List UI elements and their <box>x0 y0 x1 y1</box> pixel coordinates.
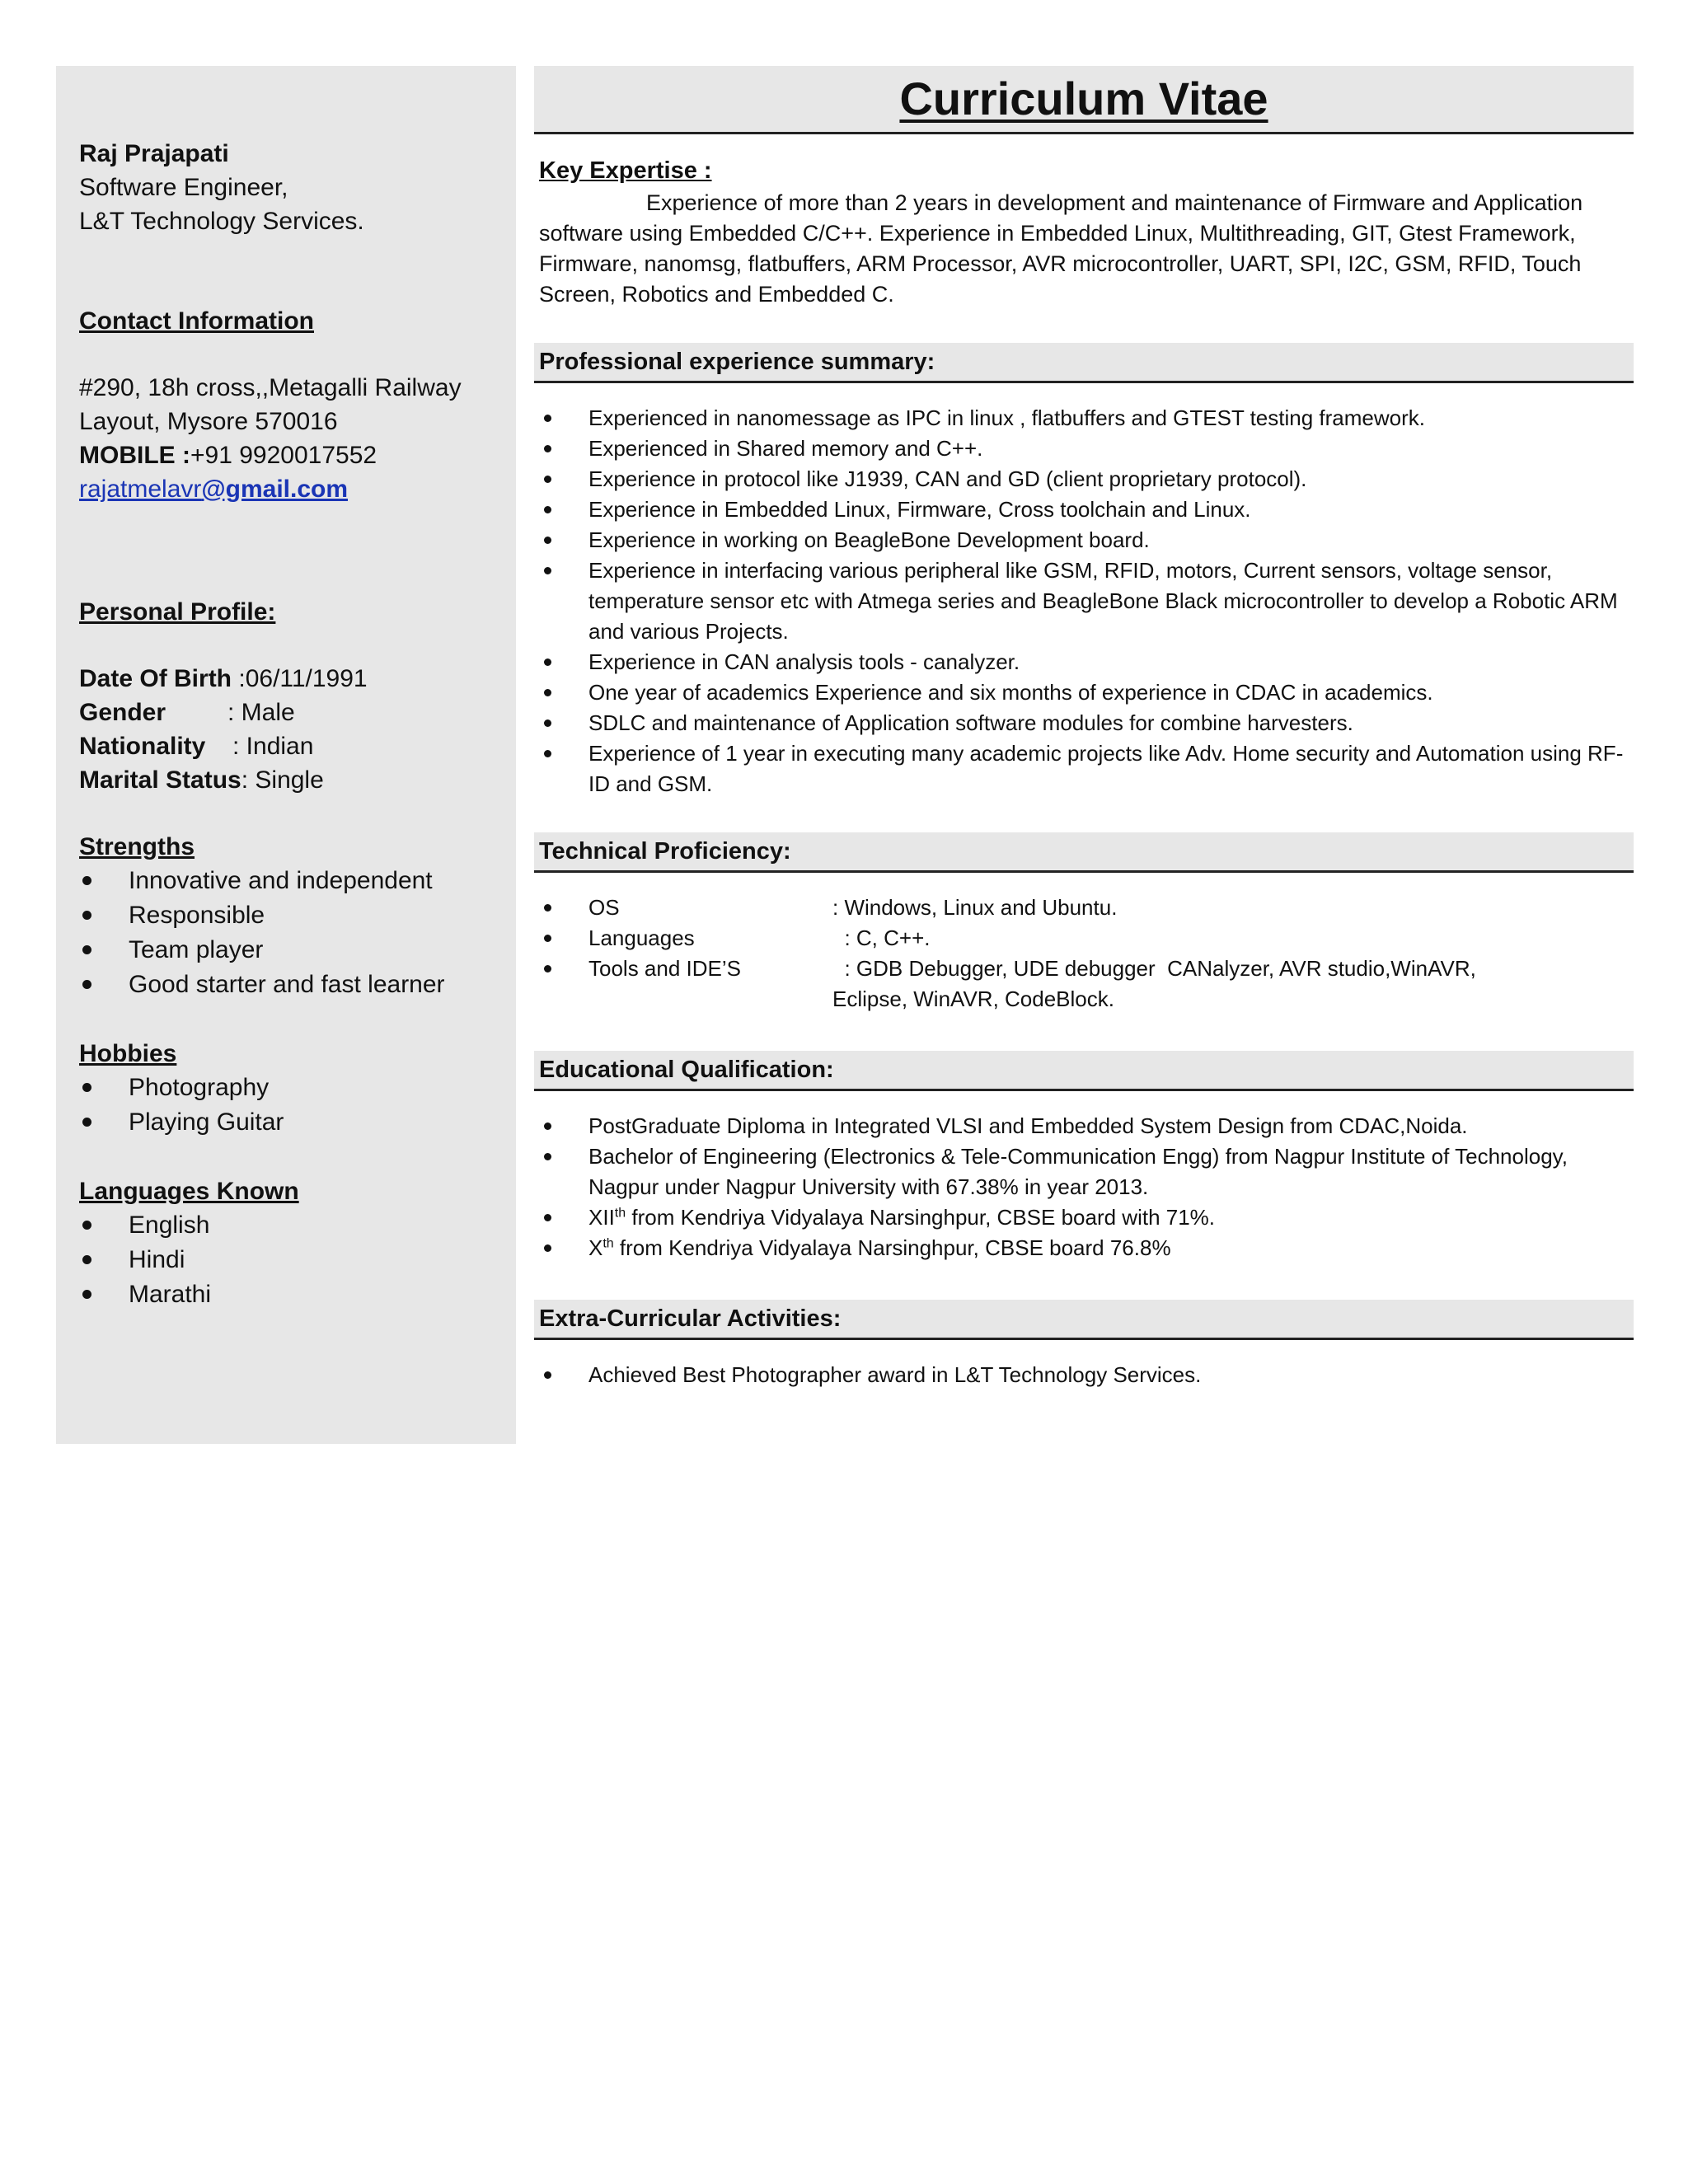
nationality-value: : Indian <box>232 733 314 760</box>
page-title: Curriculum Vitae <box>899 73 1268 124</box>
list-item: OS : Windows, Linux and Ubuntu. <box>534 893 1634 923</box>
key-expertise-heading: Key Expertise : <box>539 157 712 184</box>
strengths-list <box>79 864 508 1002</box>
languages-list <box>79 1208 508 1312</box>
bullet-icon <box>544 1214 551 1221</box>
nationality-label: Nationality <box>79 733 206 760</box>
list-item: XIIth from Kendriya Vidyalaya Narsinghpur, CBSE board with 71%. <box>534 1202 1634 1233</box>
extra-section <box>534 1300 1634 1390</box>
bullet-icon <box>544 1122 551 1130</box>
contact-heading: Contact Information <box>79 307 314 335</box>
dob-value: :06/11/1991 <box>238 665 368 692</box>
gender-value: : Male <box>227 699 295 726</box>
list-item: Achieved Best Photographer award in L&T Technology Services. <box>534 1360 1634 1390</box>
bullet-icon <box>544 1371 551 1379</box>
list-item: Experience in protocol like J1939, CAN and GD (client proprietary protocol). <box>534 464 1634 494</box>
bullet-icon <box>82 1118 91 1127</box>
list-item: Marathi <box>79 1277 508 1312</box>
marital-label: Marital Status <box>79 766 241 794</box>
bullet-icon <box>544 537 551 544</box>
list-item: SDLC and maintenance of Application software modules for combine harvesters. <box>534 708 1634 738</box>
person-name: Raj Prajapati <box>79 140 229 167</box>
bullet-icon <box>544 658 551 666</box>
bullet-icon <box>544 904 551 912</box>
bullet-icon <box>82 911 91 920</box>
bullet-icon <box>544 1244 551 1252</box>
hobbies-list <box>79 1071 508 1140</box>
list-item: Good starter and fast learner <box>79 968 508 1002</box>
main-content <box>534 66 1634 1390</box>
bullet-icon <box>544 1153 551 1160</box>
bullet-icon <box>82 1221 91 1230</box>
bullet-icon <box>82 1255 91 1264</box>
list-item: Innovative and independent <box>79 864 508 898</box>
bullet-icon <box>82 980 91 989</box>
list-item: Experience in interfacing various peripheral like GSM, RFID, motors, Current sensors, voltage sensor, temperature sensor etc with Atmega series and BeagleBone Black microcontroller to develop a Robotic ARM and various Projects. <box>534 555 1634 647</box>
bullet-icon <box>544 689 551 696</box>
profile-details <box>79 662 508 797</box>
bullet-icon <box>544 935 551 942</box>
languages-heading: Languages Known <box>79 1178 299 1205</box>
address-line-1: #290, 18h cross,,Metagalli Railway <box>79 374 462 401</box>
gender-row <box>79 696 508 729</box>
email-domain[interactable]: @gmail.com <box>201 476 349 503</box>
marital-row <box>79 763 508 797</box>
list-item: Bachelor of Engineering (Electronics & Tele-Communication Engg) from Nagpur Institute of Technology, Nagpur under Nagpur University with 67.38% in year 2013. <box>534 1141 1634 1202</box>
bullet-icon <box>544 445 551 452</box>
sidebar <box>56 66 516 1444</box>
person-role: Software Engineer, <box>79 174 288 201</box>
key-expertise-text: Experience of more than 2 years in development and maintenance of Firmware and Application software using Embedded C/C++. Experience in Embedded Linux, Multithreading, GIT, Gtest Framework, Firmware, nanomsg, flatbuffers, ARM Processor, AVR microcontroller, UART, SPI, I2C, GSM, RFID, Touch Screen, Robotics and Embedded C. <box>539 190 1583 307</box>
professional-list <box>534 403 1634 799</box>
bullet-icon <box>82 876 91 885</box>
extra-heading: Extra-Curricular Activities: <box>534 1300 1634 1340</box>
list-item: Photography <box>79 1071 508 1105</box>
technical-list <box>534 893 1634 1015</box>
nationality-row <box>79 729 508 763</box>
list-item: Experience in working on BeagleBone Development board. <box>534 525 1634 555</box>
list-item: Xth from Kendriya Vidyalaya Narsinghpur, CBSE board 76.8% <box>534 1233 1634 1263</box>
professional-heading: Professional experience summary: <box>534 343 1634 383</box>
person-company: L&T Technology Services. <box>79 208 364 235</box>
mobile-label: MOBILE : <box>79 442 190 469</box>
bullet-icon <box>82 1083 91 1092</box>
sidebar-content <box>79 137 508 1312</box>
list-item: Responsible <box>79 898 508 933</box>
list-item: Tools and IDE’S : GDB Debugger, UDE debugger CANalyzer, AVR studio,WinAVR, Eclipse, WinAVR, CodeBlock. <box>534 954 1634 1015</box>
list-item: Experience in CAN analysis tools - canalyzer. <box>534 647 1634 677</box>
key-expertise-section <box>534 156 1634 310</box>
bullet-icon <box>544 476 551 483</box>
bullet-icon <box>544 506 551 513</box>
list-item: Experienced in Shared memory and C++. <box>534 434 1634 464</box>
address-line-2: Layout, Mysore 570016 <box>79 408 338 435</box>
list-item: Experienced in nanomessage as IPC in linux , flatbuffers and GTEST testing framework. <box>534 403 1634 434</box>
dob-label: Date Of Birth <box>79 665 232 692</box>
hobbies-heading: Hobbies <box>79 1040 177 1067</box>
list-item: PostGraduate Diploma in Integrated VLSI and Embedded System Design from CDAC,Noida. <box>534 1111 1634 1141</box>
bullet-icon <box>544 965 551 972</box>
education-heading: Educational Qualification: <box>534 1051 1634 1091</box>
mobile-line <box>79 438 508 472</box>
list-item: Languages : C, C++. <box>534 923 1634 954</box>
list-item: Experience of 1 year in executing many academic projects like Adv. Home security and Automation using RF-ID and GSM. <box>534 738 1634 799</box>
technical-heading: Technical Proficiency: <box>534 832 1634 873</box>
bullet-icon <box>544 750 551 757</box>
email-user[interactable]: rajatmelavr <box>79 476 202 503</box>
mobile-value: +91 9920017552 <box>190 442 377 469</box>
bullet-icon <box>82 945 91 954</box>
list-item: Experience in Embedded Linux, Firmware, Cross toolchain and Linux. <box>534 494 1634 525</box>
marital-value: : Single <box>241 766 324 794</box>
education-section <box>534 1051 1634 1263</box>
bullet-icon <box>544 415 551 422</box>
strengths-heading: Strengths <box>79 833 195 860</box>
gender-label: Gender <box>79 699 166 726</box>
professional-section <box>534 343 1634 799</box>
list-item: Team player <box>79 933 508 968</box>
list-item: Playing Guitar <box>79 1105 508 1140</box>
bullet-icon <box>544 567 551 574</box>
personal-profile-heading: Personal Profile: <box>79 598 276 626</box>
extra-list <box>534 1360 1634 1390</box>
dob-row <box>79 662 508 696</box>
email-link[interactable] <box>79 472 508 506</box>
bullet-icon <box>82 1290 91 1299</box>
bullet-icon <box>544 719 551 727</box>
list-item: Hindi <box>79 1243 508 1277</box>
list-item: One year of academics Experience and six months of experience in CDAC in academics. <box>534 677 1634 708</box>
list-item: English <box>79 1208 508 1243</box>
technical-section <box>534 832 1634 1015</box>
title-bar <box>534 66 1634 134</box>
education-list <box>534 1111 1634 1263</box>
